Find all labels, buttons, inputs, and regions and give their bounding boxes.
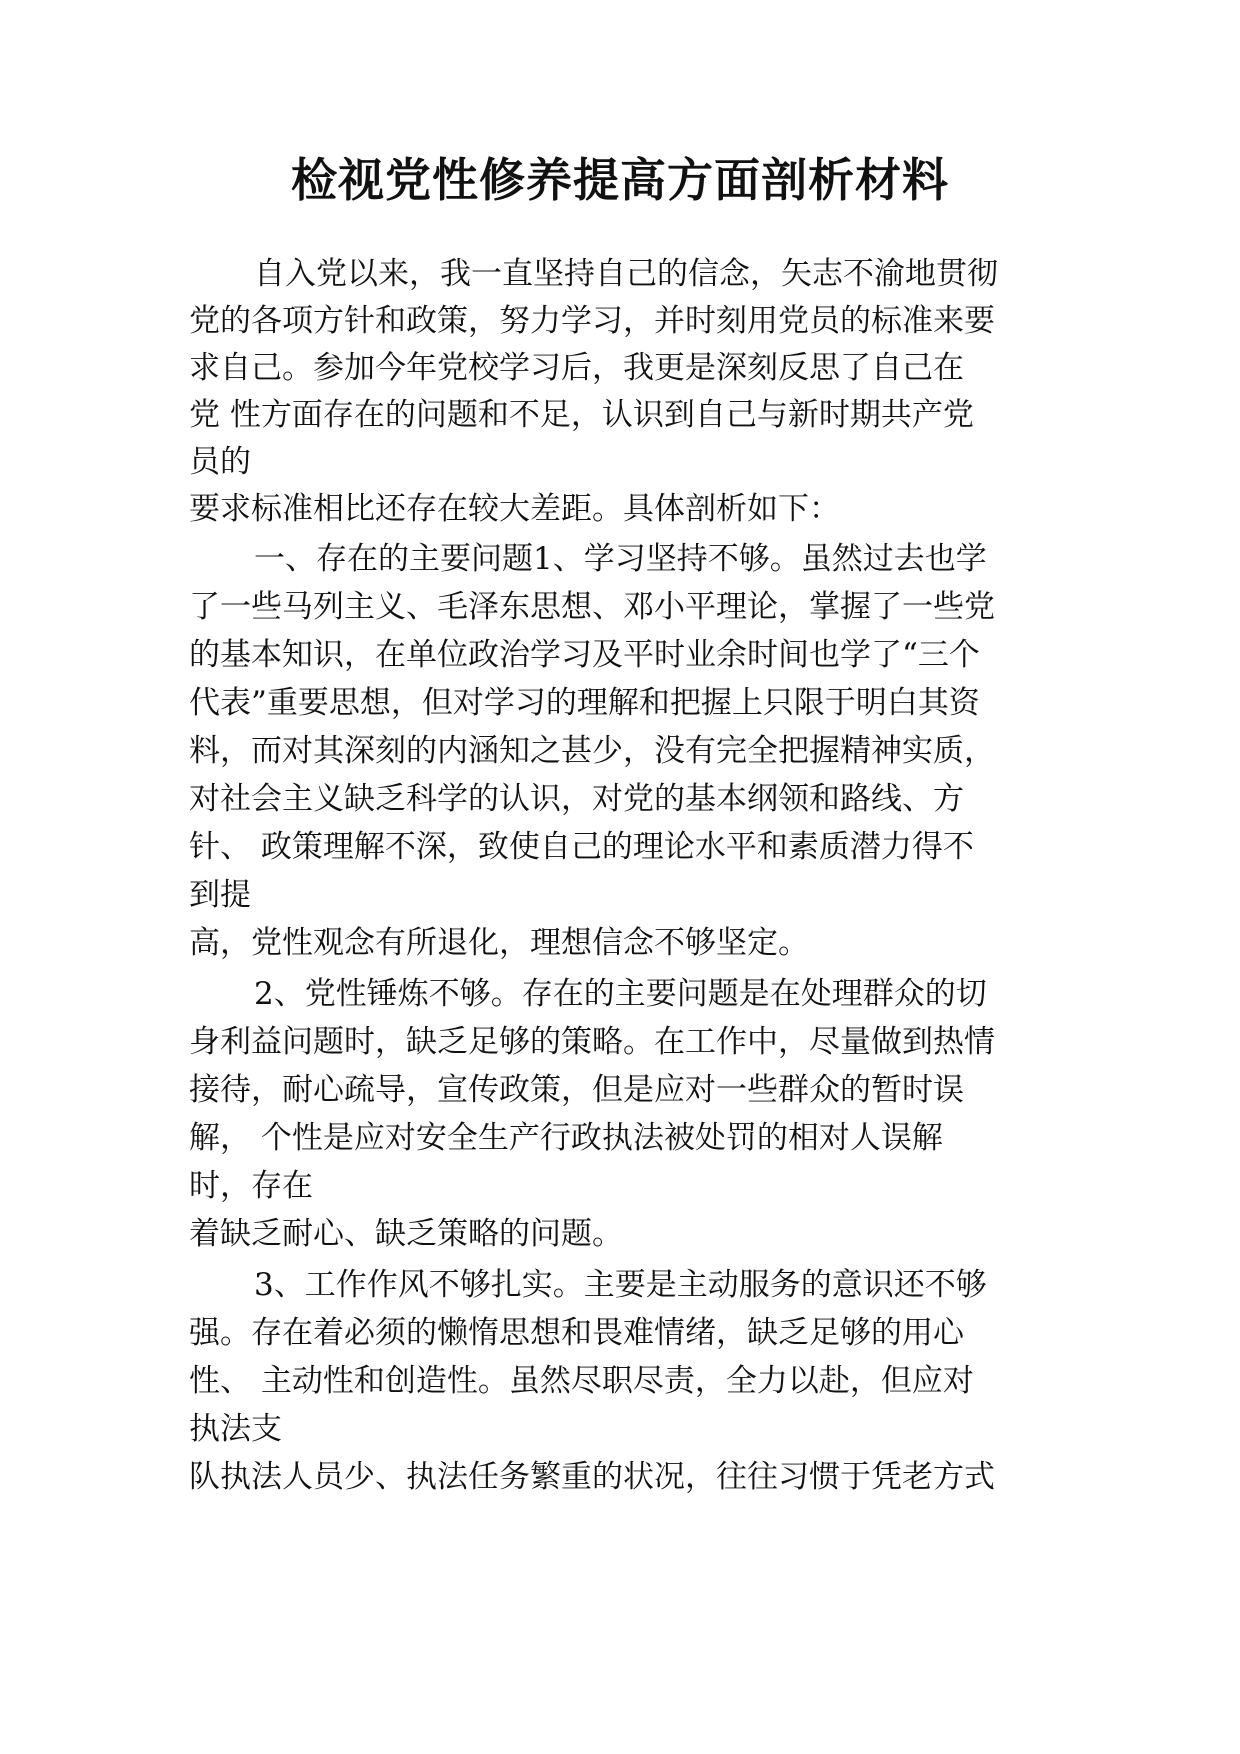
text-line: 高，党性观念有所退化，理想信念不够坚定。 (189, 925, 809, 961)
text-line: 员的 (189, 444, 251, 480)
text-line: 对社会主义缺乏科学的认识，对党的基本纲领和路线、方 (189, 781, 964, 817)
text-line: 强。存在着必须的懒惰思想和畏难情绪，缺乏足够的用心 (189, 1315, 964, 1351)
text-line: 党的各项方针和政策，努力学习，并时刻用党员的标准来要 (189, 303, 995, 339)
text-line: 身利益问题时，缺乏足够的策略。在工作中，尽量做到热情 (189, 1024, 995, 1060)
text-line: 针、 政策理解不深，致使自己的理论水平和素质潜力得不 (189, 829, 974, 865)
text-line: 2、党性锤炼不够。存在的主要问题是在处理群众的切 (254, 976, 987, 1012)
document-title: 检视党性修养提高方面剖析材料 (291, 153, 949, 207)
text-line: 了一些马列主义、毛泽东思想、邓小平理论，掌握了一些党 (189, 589, 995, 625)
text-line: 的基本知识，在单位政治学习及平时业余时间也学了“三个 (189, 637, 980, 673)
text-line: 解， 个性是应对安全生产行政执法被处罚的相对人误解 (189, 1120, 943, 1156)
text-line: 时，存在 (189, 1168, 313, 1204)
text-line: 党 性方面存在的问题和不足，认识到自己与新时期共产党 (189, 397, 974, 433)
text-line: 性、 主动性和创造性。虽然尽职尽责，全力以赴，但应对 (189, 1363, 974, 1399)
text-line: 3、工作作风不够扎实。主要是主动服务的意识还不够 (254, 1267, 987, 1303)
text-line: 着缺乏耐心、缺乏策略的问题。 (189, 1216, 623, 1252)
text-line: 料，而对其深刻的内涵知之甚少，没有完全把握精神实质， (189, 733, 995, 769)
text-line: 到提 (189, 877, 251, 913)
text-line: 代表”重要思想，但对学习的理解和把握上只限于明白其资 (189, 685, 980, 721)
text-line: 一、存在的主要问题1、学习坚持不够。虽然过去也学 (254, 541, 987, 577)
text-line: 要求标准相比还存在较大差距。具体剖析如下： (189, 491, 840, 527)
text-line: 执法支 (189, 1411, 282, 1447)
text-line: 自入党以来，我一直坚持自己的信念，矢志不渝地贯彻 (254, 256, 998, 292)
text-line: 队执法人员少、执法任务繁重的状况，往往习惯于凭老方式 (189, 1459, 995, 1495)
text-line: 接待，耐心疏导，宣传政策，但是应对一些群众的暂时误 (189, 1072, 964, 1108)
text-line: 求自己。参加今年党校学习后，我更是深刻反思了自己在 (189, 350, 964, 386)
